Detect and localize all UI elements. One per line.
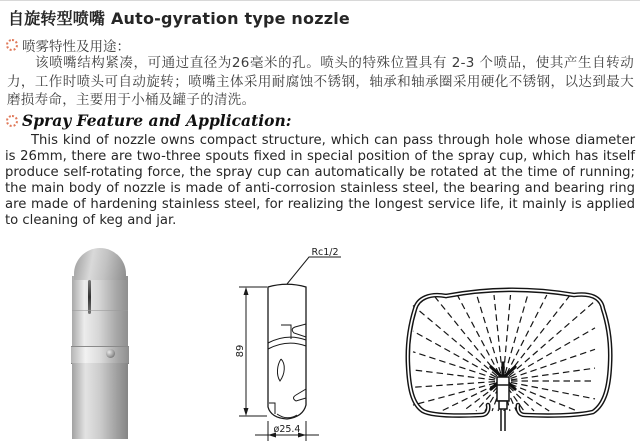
cn-heading-label: 喷雾特性及用途：: [22, 39, 130, 55]
nozzle-dimension-drawing: [233, 247, 345, 445]
cn-description-paragraph: 该喷嘴结构紧凑，可通过直径为26毫米的孔。喷头的特殊位置具有 2-3 个喷品，使其产生自转动力，工作时喷头可自动旋转；喷嘴主体采用耐腐蚀不锈钢，轴承和轴承圈采用硬化不锈钢，以达到最大磨损寿命，主要用于小桶及罐子的清洗。: [7, 55, 634, 108]
en-description-paragraph: This kind of nozzle owns compact structure, which can pass through hole whose diameter is 26mm, there are two-three spouts fixed in special position of the spray cup, which has itself produce self-rotating force, the spray cup can automatically be rotated at the time of running; the main body of nozzle is made of anti-corrosion stainless steel, the bearing and bearing ring are made of hardening stainless steel, for realizing the longest service life, it mainly is applied to cleaning of keg and jar.: [5, 133, 635, 228]
en-section-heading: [6, 111, 291, 130]
nozzle-photo-dome-cap: [74, 248, 126, 280]
ring-bullet-icon: [6, 115, 18, 127]
nozzle-photo-lower-body: [72, 363, 128, 439]
nozzle-photo-screw: [106, 349, 115, 358]
nozzle-photo-seam: [72, 310, 128, 311]
ring-bullet-icon: [6, 39, 18, 51]
page-title: 自旋转型喷嘴 Auto-gyration type nozzle: [8, 9, 350, 28]
nozzle-photo-clamp-band: [71, 346, 129, 364]
cn-section-heading: [6, 35, 130, 55]
nozzle-photo-upper-body: [72, 276, 128, 348]
nozzle-in-keg: [497, 377, 509, 431]
height-dimension-label: 89: [235, 344, 246, 358]
diameter-dimension-label: ø25.4: [273, 424, 301, 435]
spray-pattern-diagram: [398, 263, 630, 445]
nozzle-photo: [71, 248, 128, 439]
thread-size-label: Rc1/2: [311, 247, 339, 258]
nozzle-photo-slot: [88, 280, 91, 314]
en-heading-label: Spray Feature and Application:: [22, 111, 292, 130]
